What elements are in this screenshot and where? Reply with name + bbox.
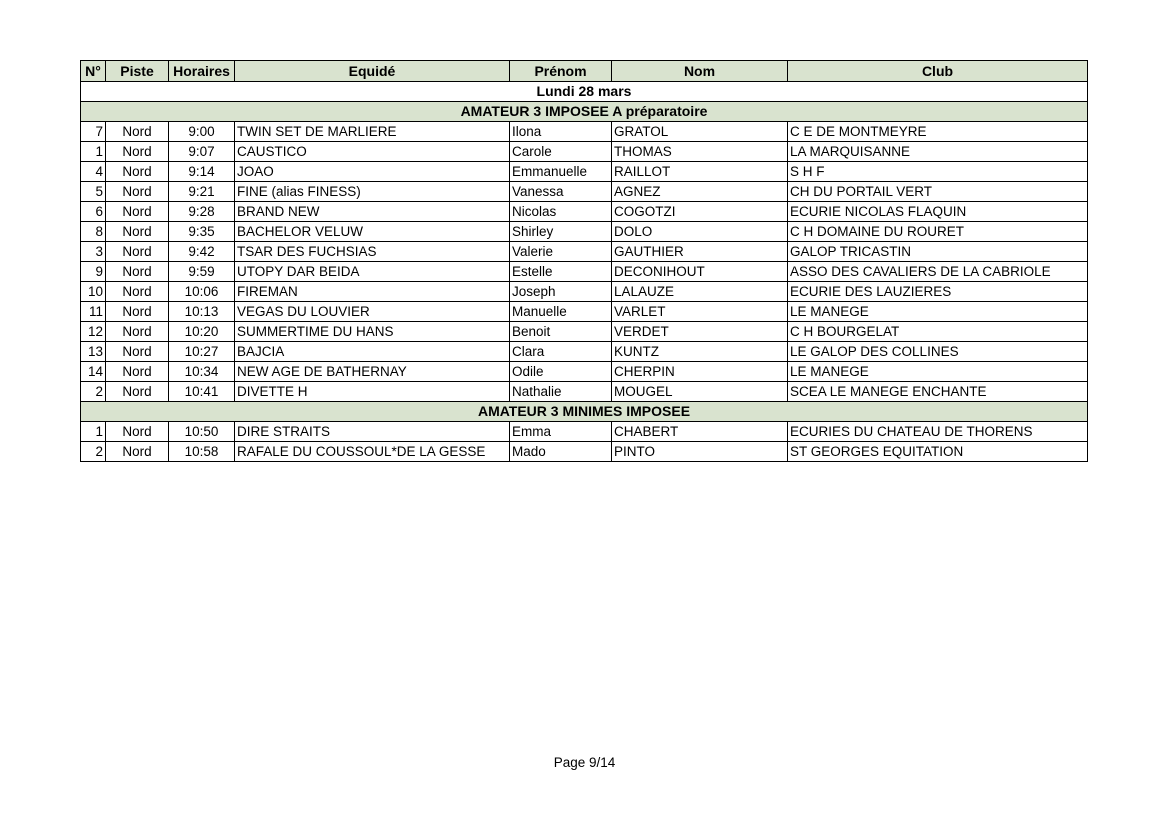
cell-horaire: 10:34 xyxy=(169,362,235,382)
table-row xyxy=(81,302,1088,322)
cell-piste: Nord xyxy=(106,382,169,402)
cell-num: 12 xyxy=(81,322,106,342)
cell-equide: BRAND NEW xyxy=(235,202,510,222)
cell-prenom: Manuelle xyxy=(510,302,612,322)
cell-club: C E DE MONTMEYRE xyxy=(788,122,1088,142)
cell-prenom: Mado xyxy=(510,442,612,462)
cell-prenom: Carole xyxy=(510,142,612,162)
table-row xyxy=(81,202,1088,222)
cell-piste: Nord xyxy=(106,322,169,342)
cell-piste: Nord xyxy=(106,142,169,162)
date-row xyxy=(81,82,1088,102)
section-title: AMATEUR 3 MINIMES IMPOSEE xyxy=(81,402,1088,422)
cell-num: 14 xyxy=(81,362,106,382)
cell-equide: UTOPY DAR BEIDA xyxy=(235,262,510,282)
cell-num: 6 xyxy=(81,202,106,222)
cell-club: GALOP TRICASTIN xyxy=(788,242,1088,262)
cell-equide: JOAO xyxy=(235,162,510,182)
col-header-horaires: Horaires xyxy=(169,61,235,82)
cell-horaire: 9:35 xyxy=(169,222,235,242)
cell-prenom: Ilona xyxy=(510,122,612,142)
cell-equide: TWIN SET DE MARLIERE xyxy=(235,122,510,142)
table-row xyxy=(81,342,1088,362)
cell-horaire: 9:14 xyxy=(169,162,235,182)
cell-club: ASSO DES CAVALIERS DE LA CABRIOLE xyxy=(788,262,1088,282)
cell-nom: AGNEZ xyxy=(612,182,788,202)
table-row xyxy=(81,282,1088,302)
cell-nom: DECONIHOUT xyxy=(612,262,788,282)
cell-equide: DIVETTE H xyxy=(235,382,510,402)
section-title: AMATEUR 3 IMPOSEE A préparatoire xyxy=(81,102,1088,122)
cell-num: 2 xyxy=(81,442,106,462)
cell-equide: VEGAS DU LOUVIER xyxy=(235,302,510,322)
cell-nom: GAUTHIER xyxy=(612,242,788,262)
cell-nom: KUNTZ xyxy=(612,342,788,362)
col-header-num: N° xyxy=(81,61,106,82)
cell-prenom: Joseph xyxy=(510,282,612,302)
table-row xyxy=(81,362,1088,382)
cell-prenom: Valerie xyxy=(510,242,612,262)
cell-equide: FIREMAN xyxy=(235,282,510,302)
cell-horaire: 9:59 xyxy=(169,262,235,282)
cell-num: 1 xyxy=(81,142,106,162)
cell-club: SCEA LE MANEGE ENCHANTE xyxy=(788,382,1088,402)
date-label: Lundi 28 mars xyxy=(81,82,1088,102)
table-row xyxy=(81,422,1088,442)
cell-horaire: 9:28 xyxy=(169,202,235,222)
cell-piste: Nord xyxy=(106,122,169,142)
cell-num: 1 xyxy=(81,422,106,442)
cell-club: ECURIE DES LAUZIERES xyxy=(788,282,1088,302)
cell-club: C H BOURGELAT xyxy=(788,322,1088,342)
cell-club: LE MANEGE xyxy=(788,362,1088,382)
table-row xyxy=(81,262,1088,282)
cell-nom: VARLET xyxy=(612,302,788,322)
cell-prenom: Vanessa xyxy=(510,182,612,202)
cell-equide: TSAR DES FUCHSIAS xyxy=(235,242,510,262)
cell-horaire: 9:21 xyxy=(169,182,235,202)
header-row xyxy=(81,61,1088,82)
table-row xyxy=(81,142,1088,162)
cell-equide: NEW AGE DE BATHERNAY xyxy=(235,362,510,382)
cell-piste: Nord xyxy=(106,362,169,382)
cell-club: ST GEORGES EQUITATION xyxy=(788,442,1088,462)
cell-horaire: 9:42 xyxy=(169,242,235,262)
cell-num: 7 xyxy=(81,122,106,142)
table-row xyxy=(81,182,1088,202)
cell-club: CH DU PORTAIL VERT xyxy=(788,182,1088,202)
cell-equide: BAJCIA xyxy=(235,342,510,362)
cell-nom: COGOTZI xyxy=(612,202,788,222)
cell-nom: VERDET xyxy=(612,322,788,342)
table-row xyxy=(81,242,1088,262)
cell-equide: CAUSTICO xyxy=(235,142,510,162)
table-row xyxy=(81,222,1088,242)
cell-prenom: Nicolas xyxy=(510,202,612,222)
cell-piste: Nord xyxy=(106,262,169,282)
cell-prenom: Estelle xyxy=(510,262,612,282)
cell-club: ECURIE NICOLAS FLAQUIN xyxy=(788,202,1088,222)
cell-num: 13 xyxy=(81,342,106,362)
cell-horaire: 10:06 xyxy=(169,282,235,302)
col-header-prenom: Prénom xyxy=(510,61,612,82)
cell-horaire: 10:20 xyxy=(169,322,235,342)
start-list-table xyxy=(80,60,1088,462)
cell-club: ECURIES DU CHATEAU DE THORENS xyxy=(788,422,1088,442)
cell-nom: GRATOL xyxy=(612,122,788,142)
cell-prenom: Shirley xyxy=(510,222,612,242)
col-header-piste: Piste xyxy=(106,61,169,82)
cell-horaire: 10:27 xyxy=(169,342,235,362)
cell-nom: PINTO xyxy=(612,442,788,462)
col-header-club: Club xyxy=(788,61,1088,82)
cell-prenom: Clara xyxy=(510,342,612,362)
cell-nom: RAILLOT xyxy=(612,162,788,182)
cell-prenom: Benoit xyxy=(510,322,612,342)
cell-prenom: Odile xyxy=(510,362,612,382)
cell-prenom: Emma xyxy=(510,422,612,442)
table-row xyxy=(81,122,1088,142)
cell-club: LA MARQUISANNE xyxy=(788,142,1088,162)
cell-equide: FINE (alias FINESS) xyxy=(235,182,510,202)
cell-piste: Nord xyxy=(106,342,169,362)
cell-club: S H F xyxy=(788,162,1088,182)
cell-horaire: 10:13 xyxy=(169,302,235,322)
cell-piste: Nord xyxy=(106,302,169,322)
table-row xyxy=(81,382,1088,402)
section-row xyxy=(81,102,1088,122)
cell-num: 11 xyxy=(81,302,106,322)
page-number: Page 9/14 xyxy=(553,755,616,770)
table-row xyxy=(81,162,1088,182)
cell-piste: Nord xyxy=(106,422,169,442)
cell-equide: SUMMERTIME DU HANS xyxy=(235,322,510,342)
cell-num: 5 xyxy=(81,182,106,202)
cell-club: LE MANEGE xyxy=(788,302,1088,322)
cell-piste: Nord xyxy=(106,242,169,262)
section-row xyxy=(81,402,1088,422)
cell-num: 4 xyxy=(81,162,106,182)
cell-num: 10 xyxy=(81,282,106,302)
cell-nom: LALAUZE xyxy=(612,282,788,302)
table-row xyxy=(81,442,1088,462)
table-body xyxy=(81,82,1088,462)
cell-piste: Nord xyxy=(106,202,169,222)
cell-horaire: 9:00 xyxy=(169,122,235,142)
cell-equide: DIRE STRAITS xyxy=(235,422,510,442)
cell-nom: THOMAS xyxy=(612,142,788,162)
cell-horaire: 10:50 xyxy=(169,422,235,442)
table-row xyxy=(81,322,1088,342)
cell-nom: CHABERT xyxy=(612,422,788,442)
cell-horaire: 9:07 xyxy=(169,142,235,162)
cell-nom: MOUGEL xyxy=(612,382,788,402)
cell-horaire: 10:41 xyxy=(169,382,235,402)
cell-num: 2 xyxy=(81,382,106,402)
cell-club: C H DOMAINE DU ROURET xyxy=(788,222,1088,242)
cell-num: 8 xyxy=(81,222,106,242)
cell-piste: Nord xyxy=(106,442,169,462)
cell-piste: Nord xyxy=(106,222,169,242)
cell-nom: DOLO xyxy=(612,222,788,242)
cell-prenom: Emmanuelle xyxy=(510,162,612,182)
cell-equide: BACHELOR VELUW xyxy=(235,222,510,242)
cell-piste: Nord xyxy=(106,162,169,182)
cell-horaire: 10:58 xyxy=(169,442,235,462)
cell-equide: RAFALE DU COUSSOUL*DE LA GESSE xyxy=(235,442,510,462)
col-header-equide: Equidé xyxy=(235,61,510,82)
cell-nom: CHERPIN xyxy=(612,362,788,382)
cell-num: 3 xyxy=(81,242,106,262)
cell-num: 9 xyxy=(81,262,106,282)
cell-prenom: Nathalie xyxy=(510,382,612,402)
cell-piste: Nord xyxy=(106,182,169,202)
cell-piste: Nord xyxy=(106,282,169,302)
col-header-nom: Nom xyxy=(612,61,788,82)
cell-club: LE GALOP DES COLLINES xyxy=(788,342,1088,362)
